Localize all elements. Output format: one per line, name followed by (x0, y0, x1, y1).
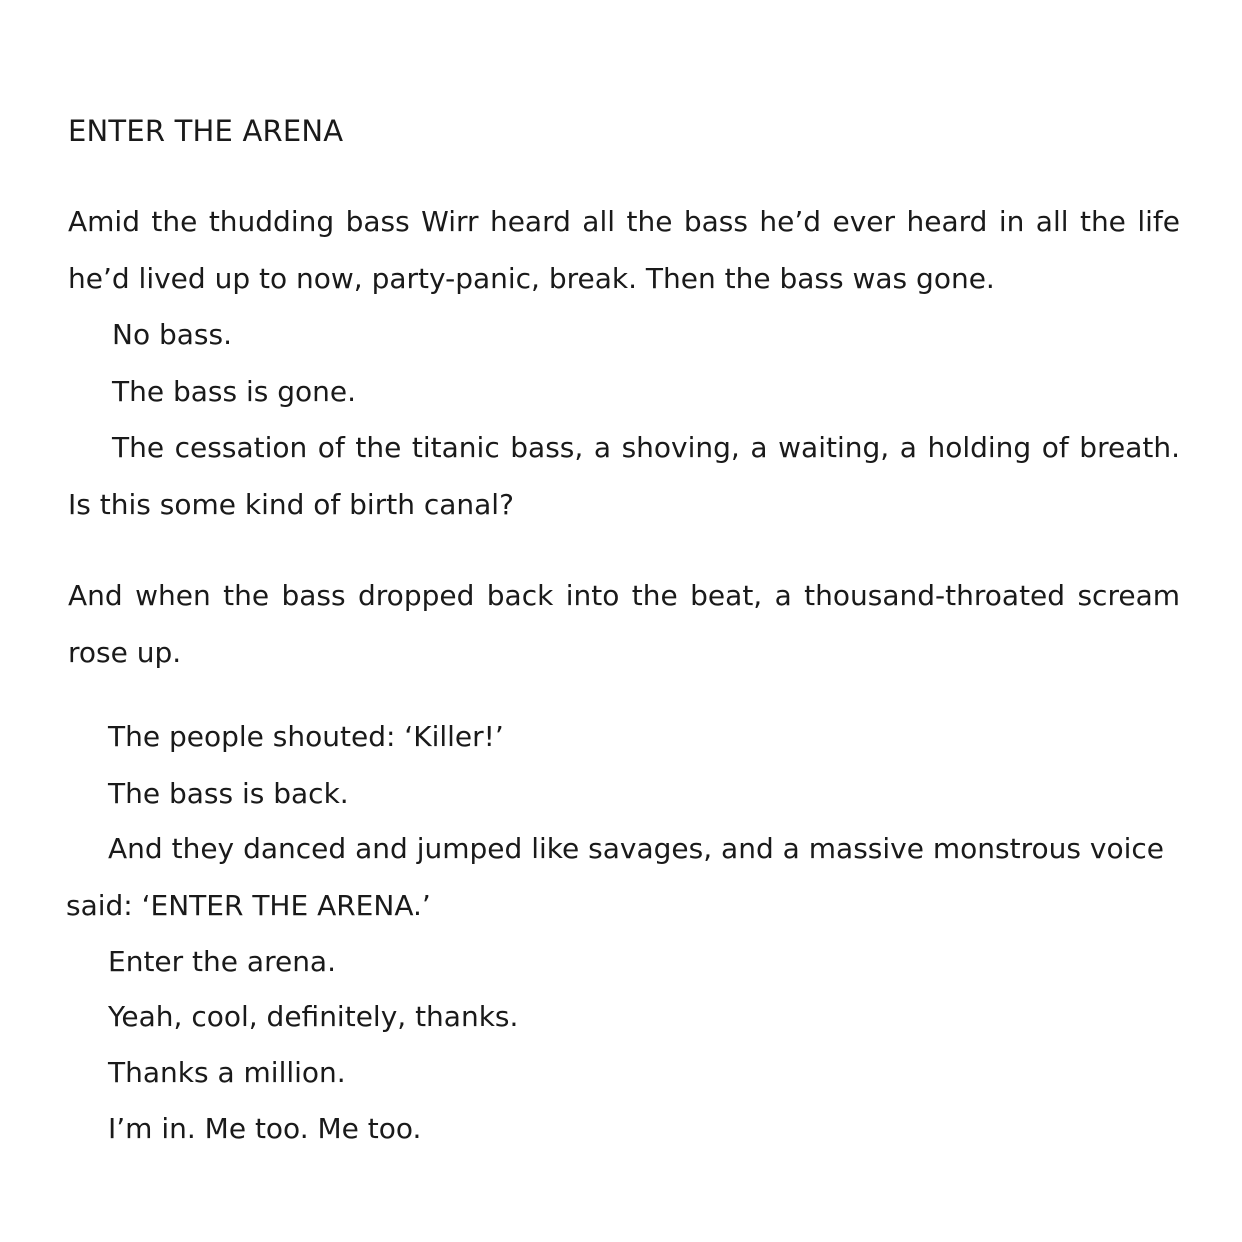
paragraph-cessation: The cessation of the titanic bass, a shoving, a waiting, a holding of breath. Is this some kind of birth canal? (68, 431, 1180, 521)
paragraph-no-bass: No bass. (112, 318, 232, 351)
paragraph-bass-dropped: And when the bass dropped back into the beat, a thousand-throated scream rose up. (68, 579, 1180, 669)
chapter-heading: ENTER THE ARENA (68, 114, 344, 148)
paragraph-enter-arena: Enter the arena. (108, 945, 336, 978)
paragraph-im-in: I’m in. Me too. Me too. (108, 1112, 422, 1145)
paragraph-thanks-million: Thanks a million. (108, 1056, 346, 1089)
paragraph-people-shouted: The people shouted: ‘Killer!’ (108, 720, 504, 753)
paragraph-danced: And they danced and jumped like savages, and a massive monstrous voice said: ‘ENTER THE ARENA.’ (66, 832, 1164, 922)
paragraph-yeah-cool: Yeah, cool, definitely, thanks. (108, 1000, 519, 1033)
paragraph-amid: Amid the thudding bass Wirr heard all the bass he’d ever heard in all the life he’d lived up to now, party-panic, break. Then the bass was gone. (68, 205, 1180, 295)
paragraph-bass-back: The bass is back. (108, 777, 349, 810)
paragraph-bass-gone: The bass is gone. (112, 375, 357, 408)
